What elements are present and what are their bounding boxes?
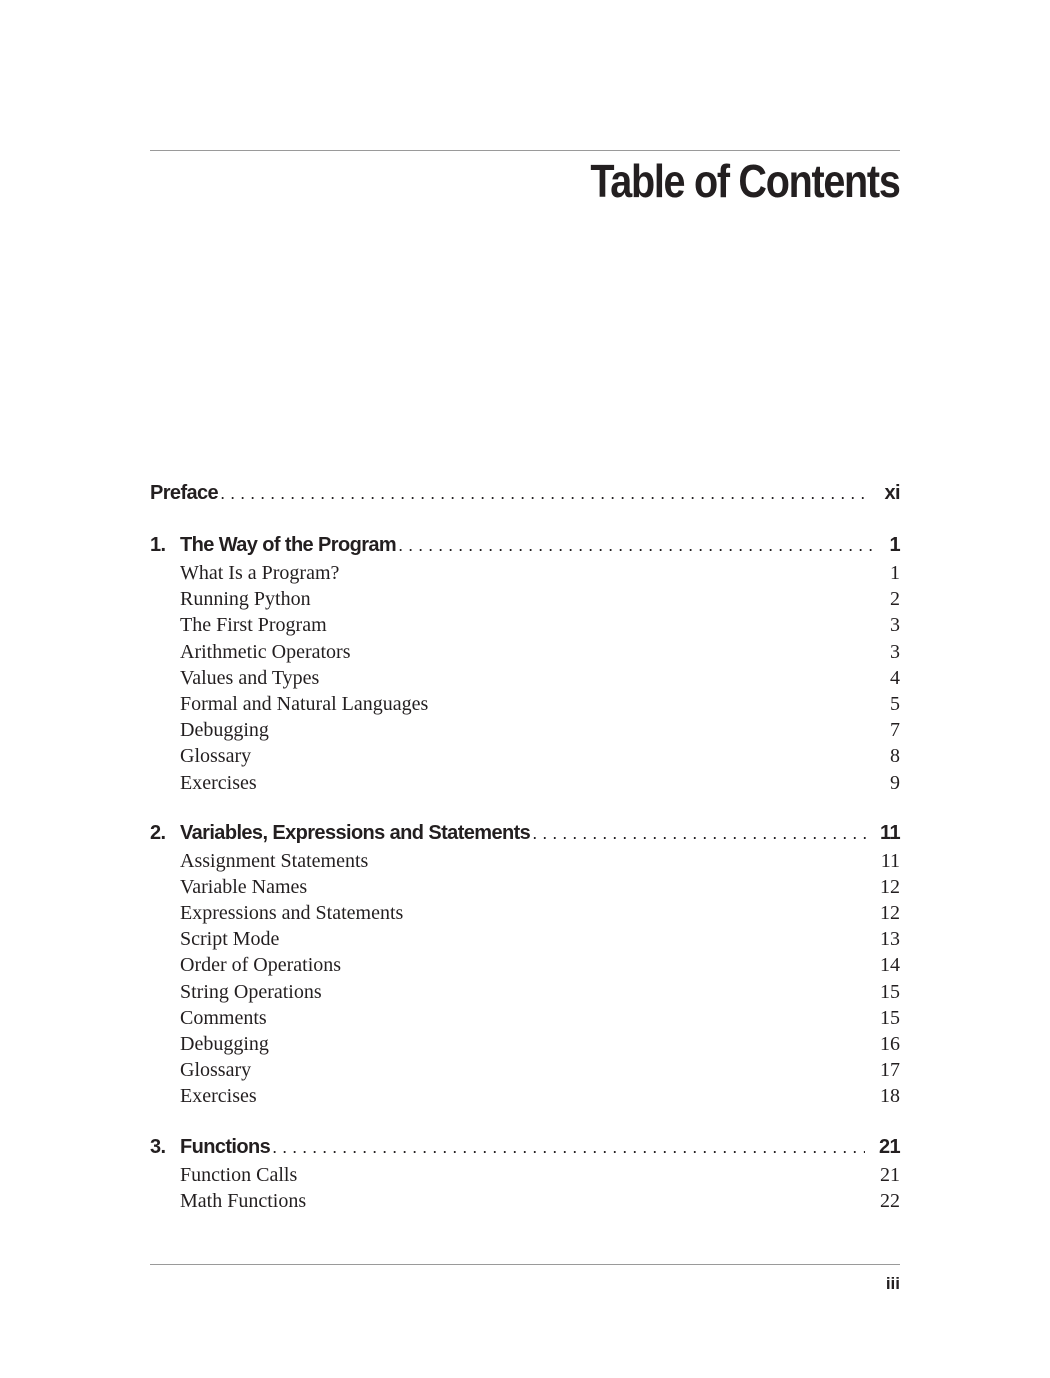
toc-chapter-entry[interactable] — [150, 478, 900, 508]
chapter-title: Functions — [180, 1135, 271, 1158]
toc-section-entry[interactable] — [150, 848, 900, 874]
toc-section-entry[interactable] — [150, 874, 900, 900]
section-page-number: 21 — [880, 1163, 900, 1186]
toc-chapter — [150, 1132, 900, 1214]
toc-section-entry[interactable] — [150, 1005, 900, 1031]
section-title: Arithmetic Operators — [180, 640, 351, 663]
chapter-page-number: 11 — [880, 821, 900, 844]
section-title: Glossary — [180, 745, 252, 768]
section-page-number: 2 — [890, 588, 900, 611]
section-title: Running Python — [180, 588, 311, 611]
section-page-number: 3 — [890, 640, 900, 663]
section-page-number: 18 — [880, 1085, 900, 1108]
table-of-contents — [150, 478, 900, 1214]
section-page-number: 17 — [880, 1059, 900, 1082]
toc-section-entry[interactable] — [150, 1188, 900, 1214]
toc-section-entry[interactable] — [150, 1162, 900, 1188]
toc-section-entry[interactable] — [150, 979, 900, 1005]
section-title: Glossary — [180, 1059, 252, 1082]
section-title: Values and Types — [180, 666, 320, 689]
bottom-rule — [150, 1264, 900, 1265]
section-title: Formal and Natural Languages — [180, 692, 429, 715]
section-title: The First Program — [180, 614, 327, 637]
section-title: Debugging — [180, 1033, 269, 1055]
section-title: Exercises — [180, 771, 257, 794]
chapter-page-number: xi — [884, 482, 900, 504]
toc-chapter — [150, 818, 900, 1110]
section-page-number: 13 — [880, 928, 900, 951]
section-page-number: 8 — [890, 745, 900, 768]
toc-section-entry[interactable] — [150, 1083, 900, 1109]
section-page-number: 15 — [880, 1006, 900, 1029]
toc-chapter-entry[interactable] — [150, 1132, 900, 1162]
section-page-number: 3 — [890, 614, 900, 637]
section-page-number: 4 — [890, 666, 900, 689]
section-page-number: 15 — [880, 980, 900, 1003]
section-title: Order of Operations — [180, 954, 342, 977]
chapter-number: 1. — [150, 534, 166, 556]
section-page-number: 12 — [880, 902, 900, 925]
section-title: Comments — [180, 1006, 267, 1029]
toc-section-entry[interactable] — [150, 612, 900, 638]
section-title: Debugging — [180, 719, 269, 742]
page-title: Table of Contents — [590, 155, 900, 207]
section-page-number: 12 — [880, 875, 900, 898]
section-page-number: 9 — [890, 771, 900, 794]
section-page-number: 11 — [880, 849, 900, 872]
section-title: Script Mode — [180, 928, 280, 951]
section-title: Exercises — [180, 1085, 257, 1108]
toc-chapter-entry[interactable] — [150, 818, 900, 848]
chapter-page-number: 21 — [878, 1135, 900, 1158]
toc-section-entry[interactable] — [150, 717, 900, 743]
toc-section-entry[interactable] — [150, 952, 900, 978]
toc-section-entry[interactable] — [150, 691, 900, 717]
chapter-page-number: 1 — [889, 534, 900, 556]
toc-chapter-entry[interactable] — [150, 530, 900, 560]
toc-section-entry[interactable] — [150, 560, 900, 586]
toc-section-entry[interactable] — [150, 743, 900, 769]
chapter-number: 3. — [150, 1135, 166, 1158]
section-title: Variable Names — [180, 875, 308, 898]
chapter-title: Variables, Expressions and Statements — [180, 821, 531, 844]
page-number: iii — [885, 1274, 900, 1293]
section-title: Function Calls — [180, 1163, 298, 1186]
section-page-number: 1 — [890, 562, 900, 584]
section-title: What Is a Program? — [180, 562, 340, 584]
toc-chapter — [150, 530, 900, 796]
toc-chapter — [150, 478, 900, 508]
chapter-title: The Way of the Program — [180, 534, 397, 556]
toc-section-entry[interactable] — [150, 926, 900, 952]
section-title: String Operations — [180, 980, 322, 1003]
section-page-number: 5 — [890, 692, 900, 715]
toc-section-entry[interactable] — [150, 665, 900, 691]
dot-leader — [220, 478, 870, 508]
chapter-title: Preface — [150, 482, 219, 504]
dot-leader — [532, 818, 866, 848]
section-page-number: 14 — [880, 954, 900, 977]
toc-section-entry[interactable] — [150, 1031, 900, 1057]
toc-section-entry[interactable] — [150, 770, 900, 796]
dot-leader — [398, 530, 875, 560]
toc-section-entry[interactable] — [150, 1057, 900, 1083]
section-title: Assignment Statements — [180, 849, 369, 872]
section-page-number: 16 — [880, 1033, 900, 1055]
toc-section-entry[interactable] — [150, 586, 900, 612]
toc-section-entry[interactable] — [150, 900, 900, 926]
section-page-number: 7 — [890, 719, 900, 742]
section-page-number: 22 — [880, 1189, 900, 1212]
toc-section-entry[interactable] — [150, 639, 900, 665]
section-title: Math Functions — [180, 1189, 307, 1212]
section-title: Expressions and Statements — [180, 902, 404, 925]
chapter-number: 2. — [150, 821, 166, 844]
dot-leader — [272, 1132, 865, 1162]
